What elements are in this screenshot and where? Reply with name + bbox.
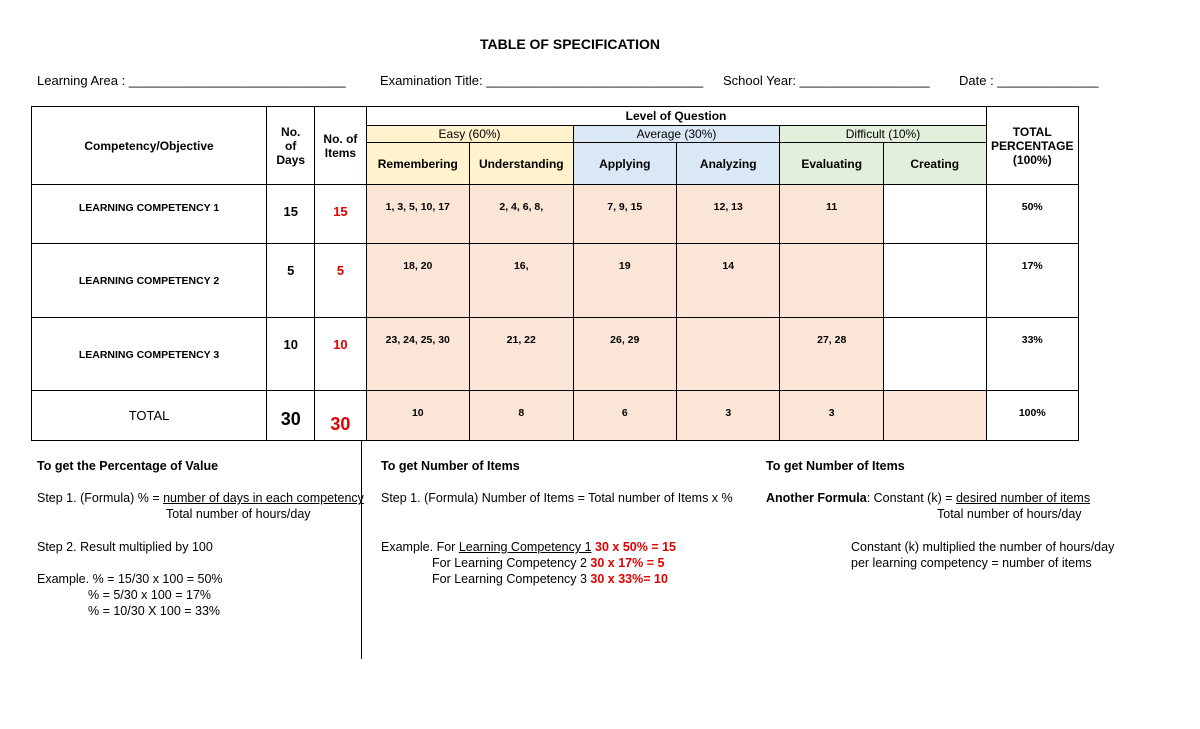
section-divider	[361, 441, 362, 659]
total-evaluating: 3	[780, 390, 883, 440]
table-row	[32, 244, 1079, 317]
cell-applying: 19	[573, 244, 676, 317]
section2-step1: Step 1. (Formula) Number of Items = Total number of Items x %	[381, 491, 733, 505]
cell-understanding: 16,	[470, 244, 573, 317]
header-average: Average (30%)	[573, 126, 780, 143]
section1-step1: Step 1. (Formula) % = number of days in each competency	[37, 491, 364, 505]
header-understanding: Understanding	[470, 143, 573, 185]
cell-applying: 7, 9, 15	[573, 185, 676, 244]
cell-evaluating: 11	[780, 185, 883, 244]
days-value: 15	[267, 185, 315, 244]
section3-line1: Constant (k) multiplied the number of hours/day	[851, 540, 1115, 554]
section1-heading: To get the Percentage of Value	[37, 459, 219, 473]
section2-example-1: Example. For Learning Competency 1 30 x 50% = 15	[381, 540, 676, 554]
cell-analyzing: 14	[677, 244, 780, 317]
cell-creating	[883, 244, 986, 317]
total-days: 30	[267, 390, 315, 440]
cell-remembering: 1, 3, 5, 10, 17	[366, 185, 469, 244]
items-value: 5	[315, 244, 366, 317]
total-remembering: 10	[366, 390, 469, 440]
header-evaluating: Evaluating	[780, 143, 883, 185]
total-understanding: 8	[470, 390, 573, 440]
school-year-field[interactable]: School Year: __________________	[723, 73, 930, 88]
cell-remembering: 18, 20	[366, 244, 469, 317]
total-analyzing: 3	[677, 390, 780, 440]
header-remembering: Remembering	[366, 143, 469, 185]
items-value: 15	[315, 185, 366, 244]
section1-example-3: % = 10/30 X 100 = 33%	[88, 604, 221, 618]
header-difficult: Difficult (10%)	[780, 126, 986, 143]
total-applying: 6	[573, 390, 676, 440]
percentage-value: 50%	[986, 185, 1079, 244]
learning-area-field[interactable]: Learning Area : ______________________________	[37, 73, 346, 88]
section3-line2: per learning competency = number of items	[851, 556, 1092, 570]
specification-table	[31, 106, 1079, 441]
table-row	[32, 317, 1079, 390]
cell-understanding: 2, 4, 6, 8,	[470, 185, 573, 244]
header-competency: Competency/Objective	[32, 107, 267, 185]
section3-heading: To get Number of Items	[766, 459, 905, 473]
header-items: No. of Items	[315, 107, 366, 185]
cell-remembering: 23, 24, 25, 30	[366, 317, 469, 390]
cell-evaluating	[780, 244, 883, 317]
section1-step2: Step 2. Result multiplied by 100	[37, 540, 213, 554]
section1-example-1: Example. % = 15/30 x 100 = 50%	[37, 572, 223, 586]
total-label: TOTAL	[32, 390, 267, 440]
cell-creating	[883, 185, 986, 244]
cell-understanding: 21, 22	[470, 317, 573, 390]
header-applying: Applying	[573, 143, 676, 185]
date-field[interactable]: Date : ______________	[959, 73, 1099, 88]
header-creating: Creating	[883, 143, 986, 185]
header-total-percentage: TOTAL PERCENTAGE (100%)	[986, 107, 1079, 185]
cell-analyzing: 12, 13	[677, 185, 780, 244]
section3-formula-denominator: Total number of hours/day	[937, 507, 1082, 521]
days-value: 5	[267, 244, 315, 317]
percentage-value: 33%	[986, 317, 1079, 390]
header-analyzing: Analyzing	[677, 143, 780, 185]
competency-name: LEARNING COMPETENCY 1	[32, 185, 267, 244]
percentage-value: 17%	[986, 244, 1079, 317]
header-days: No. of Days	[267, 107, 315, 185]
section1-step1-denominator: Total number of hours/day	[166, 507, 311, 521]
header-easy: Easy (60%)	[366, 126, 573, 143]
section2-example-2: For Learning Competency 2 30 x 17% = 5	[432, 556, 665, 570]
cell-applying: 26, 29	[573, 317, 676, 390]
total-percentage: 100%	[986, 390, 1079, 440]
total-items: 30	[315, 390, 366, 440]
days-value: 10	[267, 317, 315, 390]
section2-heading: To get Number of Items	[381, 459, 520, 473]
total-row	[32, 390, 1079, 440]
header-level-of-question: Level of Question	[366, 107, 986, 126]
section1-example-2: % = 5/30 x 100 = 17%	[88, 588, 212, 602]
cell-analyzing	[677, 317, 780, 390]
total-creating	[883, 390, 986, 440]
cell-evaluating: 27, 28	[780, 317, 883, 390]
page-title: TABLE OF SPECIFICATION	[480, 36, 660, 52]
cell-creating	[883, 317, 986, 390]
examination-title-field[interactable]: Examination Title: ______________________________	[380, 73, 704, 88]
items-value: 10	[315, 317, 366, 390]
competency-name: LEARNING COMPETENCY 3	[32, 317, 267, 390]
table-row	[32, 185, 1079, 244]
section3-formula: Another Formula: Constant (k) = desired number of items	[766, 491, 1091, 505]
competency-name: LEARNING COMPETENCY 2	[32, 244, 267, 317]
section2-example-3: For Learning Competency 3 30 x 33%= 10	[432, 572, 668, 586]
